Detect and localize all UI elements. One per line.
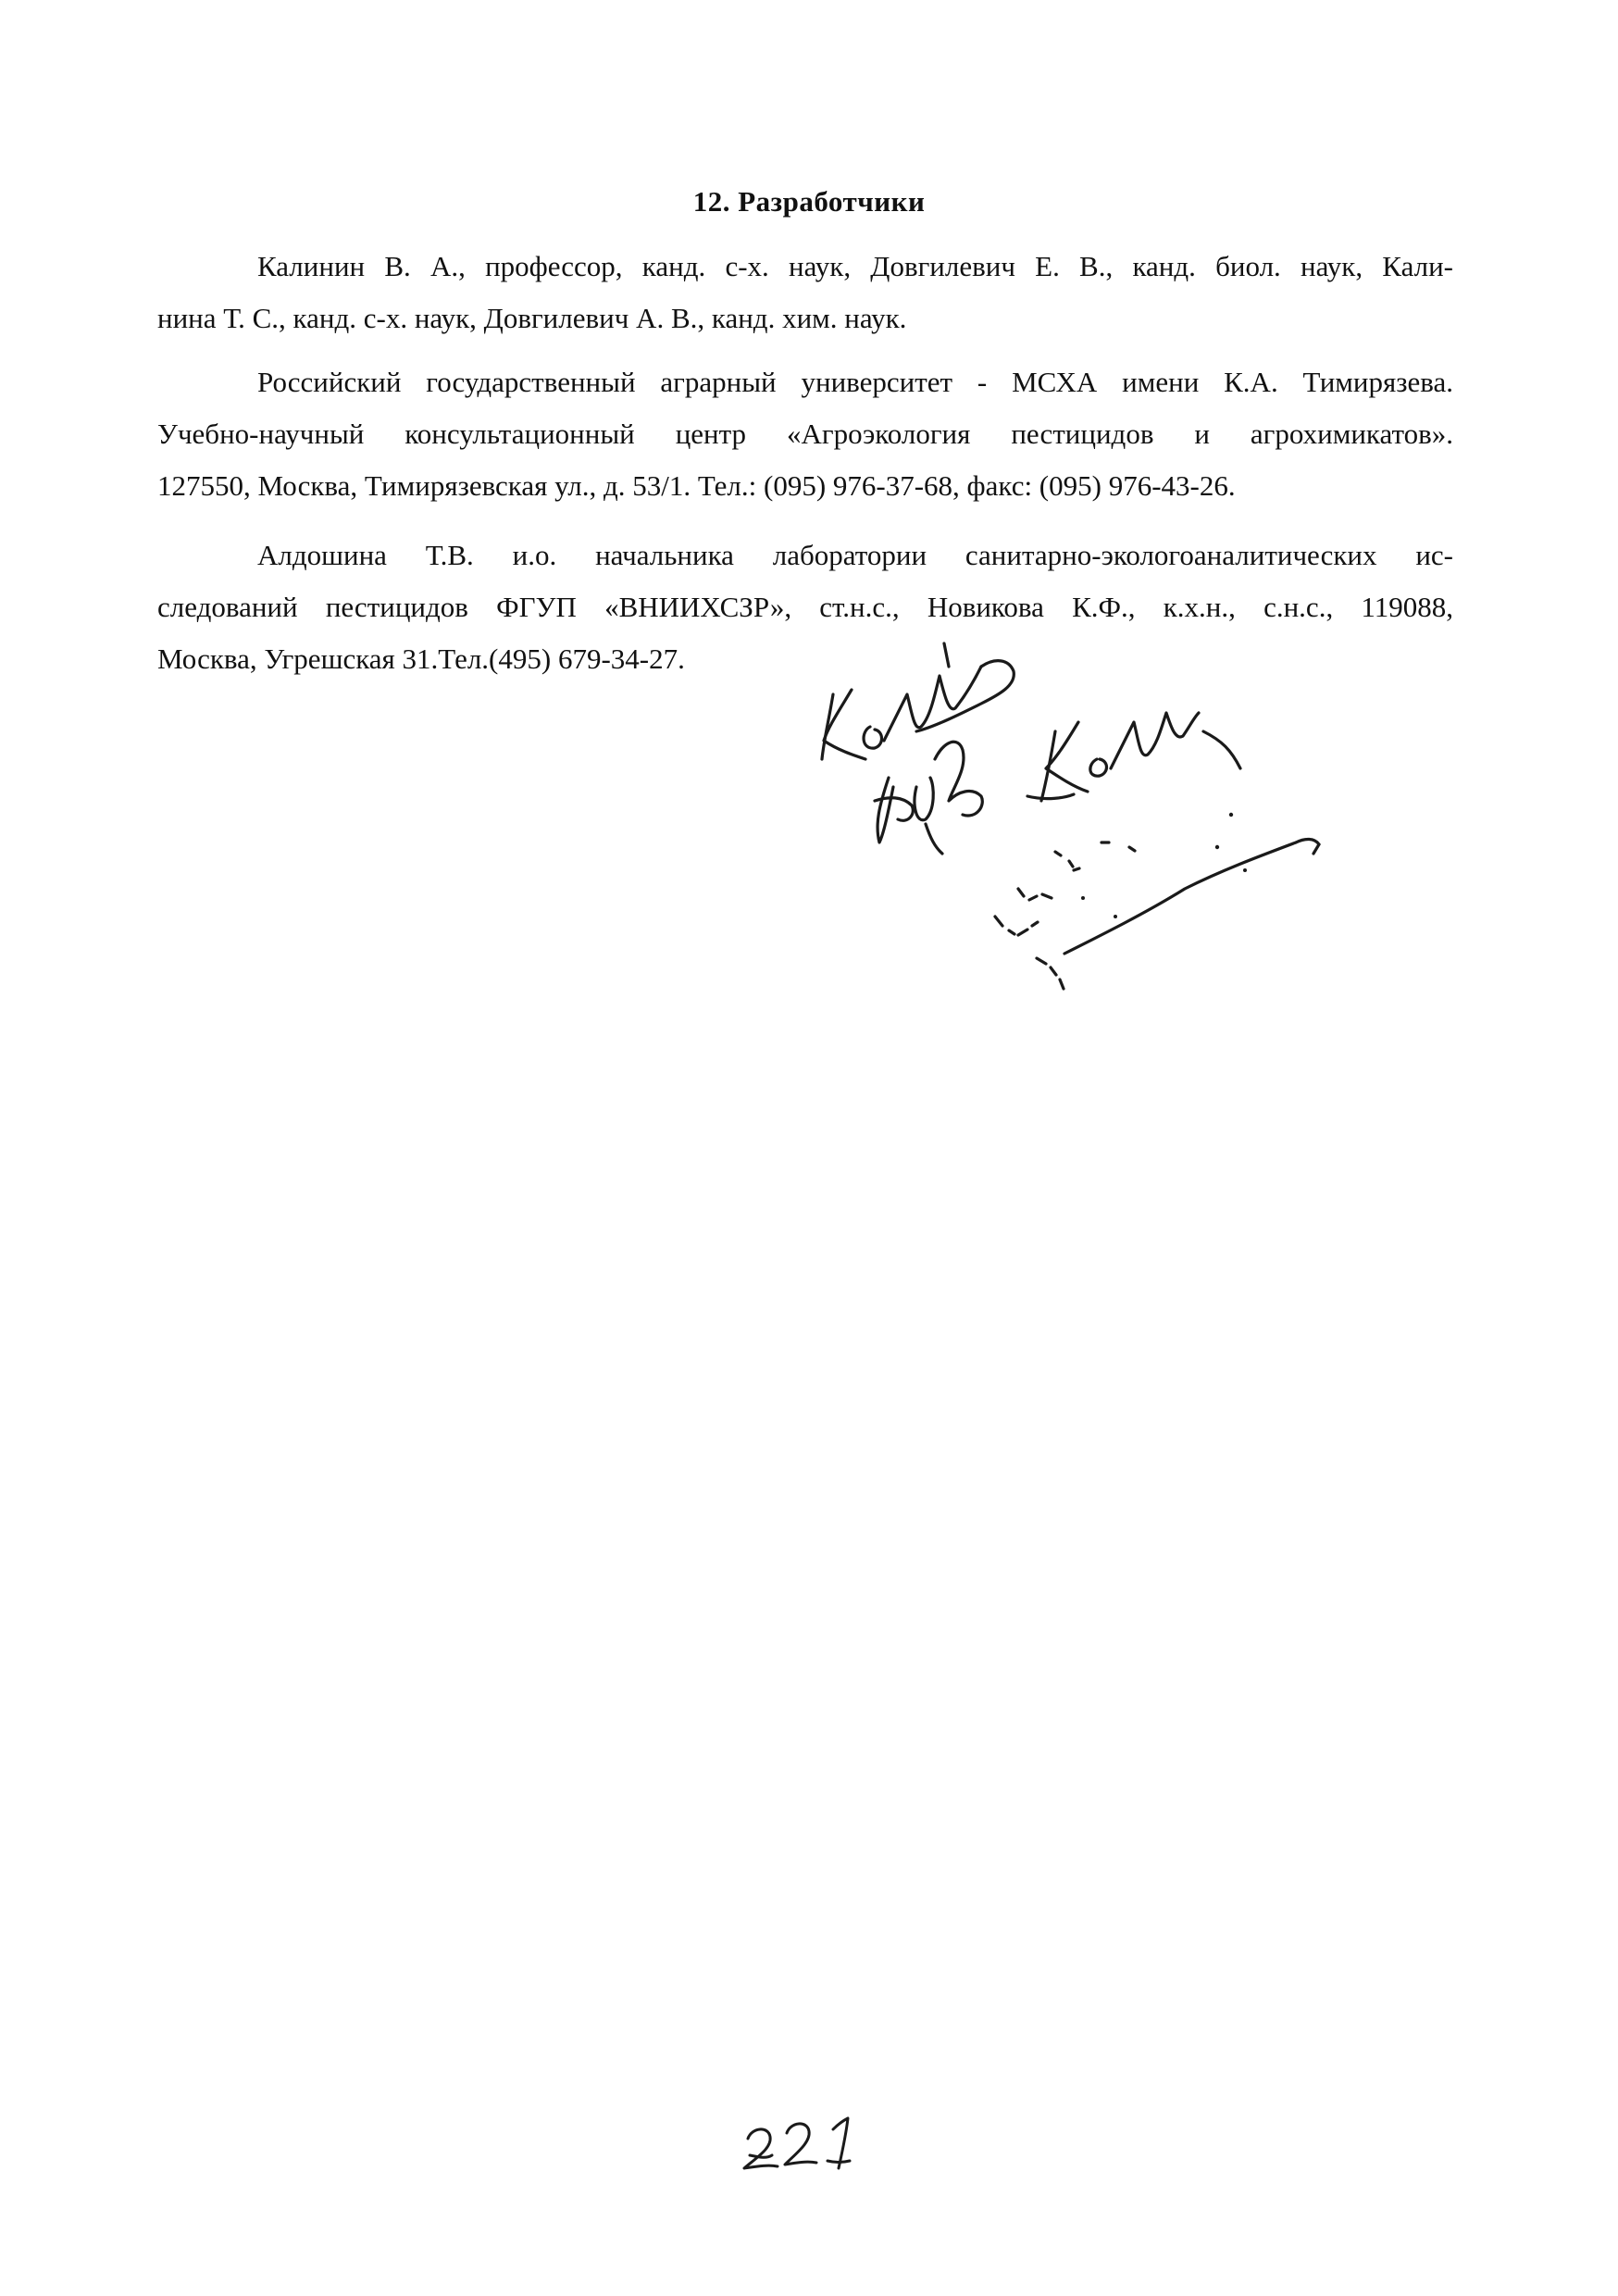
signature-stroke [824,690,865,759]
signature-stroke [1111,713,1199,768]
signature-stroke [1055,852,1079,870]
signature-stroke [926,824,942,854]
digit-stroke [828,2161,850,2163]
section-heading: 12. Разработчики [692,185,926,218]
paragraph-line: Учебно-научный консультационный центр «Агроэкология пестицидов и агрохимикатов». [157,418,1453,450]
signature-stroke [1296,839,1319,844]
paragraph-line: нина Т. С., канд. с-х. наук, Довгилевич А. В., канд. хим. наук. [157,302,907,334]
signature-stroke [915,778,933,820]
signature-stroke [1203,731,1240,768]
signature-stroke [1101,842,1135,851]
signature-stroke [935,742,982,816]
paragraph-line: 127550, Москва, Тимирязевская ул., д. 53/1. Тел.: (095) 976-37-68, факс: (095) 976-43-26. [157,469,1236,502]
signature-stroke [1313,844,1319,854]
digit-stroke [785,2124,816,2165]
digit-stroke [744,2129,778,2168]
signature-stroke [1027,794,1074,799]
paragraph-organization [157,356,1453,512]
signature-stroke [1037,958,1064,989]
signature-stroke [1090,759,1107,776]
paragraph-line: Калинин В. А., профессор, канд. с-х. наук, Довгилевич Е. В., канд. биол. наук, Кали- [257,250,1453,282]
signature-stroke [944,643,949,667]
page-number-drawing [731,2102,870,2185]
signature-dot [1114,915,1117,918]
signature-stroke [1018,889,1052,900]
paragraph-developers [157,241,1453,344]
paragraph-line: Российский государственный аграрный университет - МСХА имени К.А. Тимирязева. [257,366,1453,398]
paragraph-line: следований пестицидов ФГУП «ВНИИХСЗР», ст.н.с., Новикова К.Ф., к.х.н., с.н.с., 119088, [157,591,1453,623]
signature-drawing [796,639,1407,1028]
signature-stroke [1064,842,1296,954]
handwritten-signatures [796,639,1407,1028]
signature-dot [1229,813,1233,817]
handwritten-page-number [731,2102,870,2185]
paragraph-line: Алдошина Т.В. и.о. начальника лаборатории санитарно-экологоаналитических ис- [257,539,1453,571]
signature-stroke [864,727,881,748]
signature-stroke [877,778,893,842]
signature-stroke [995,917,1038,935]
signature-stroke [884,667,981,741]
signature-dot [1215,845,1219,849]
signature-dot [1081,896,1085,900]
signature-dot [1243,868,1247,872]
paragraph-line: Москва, Угрешская 31.Тел.(495) 679-34-27. [157,643,685,675]
